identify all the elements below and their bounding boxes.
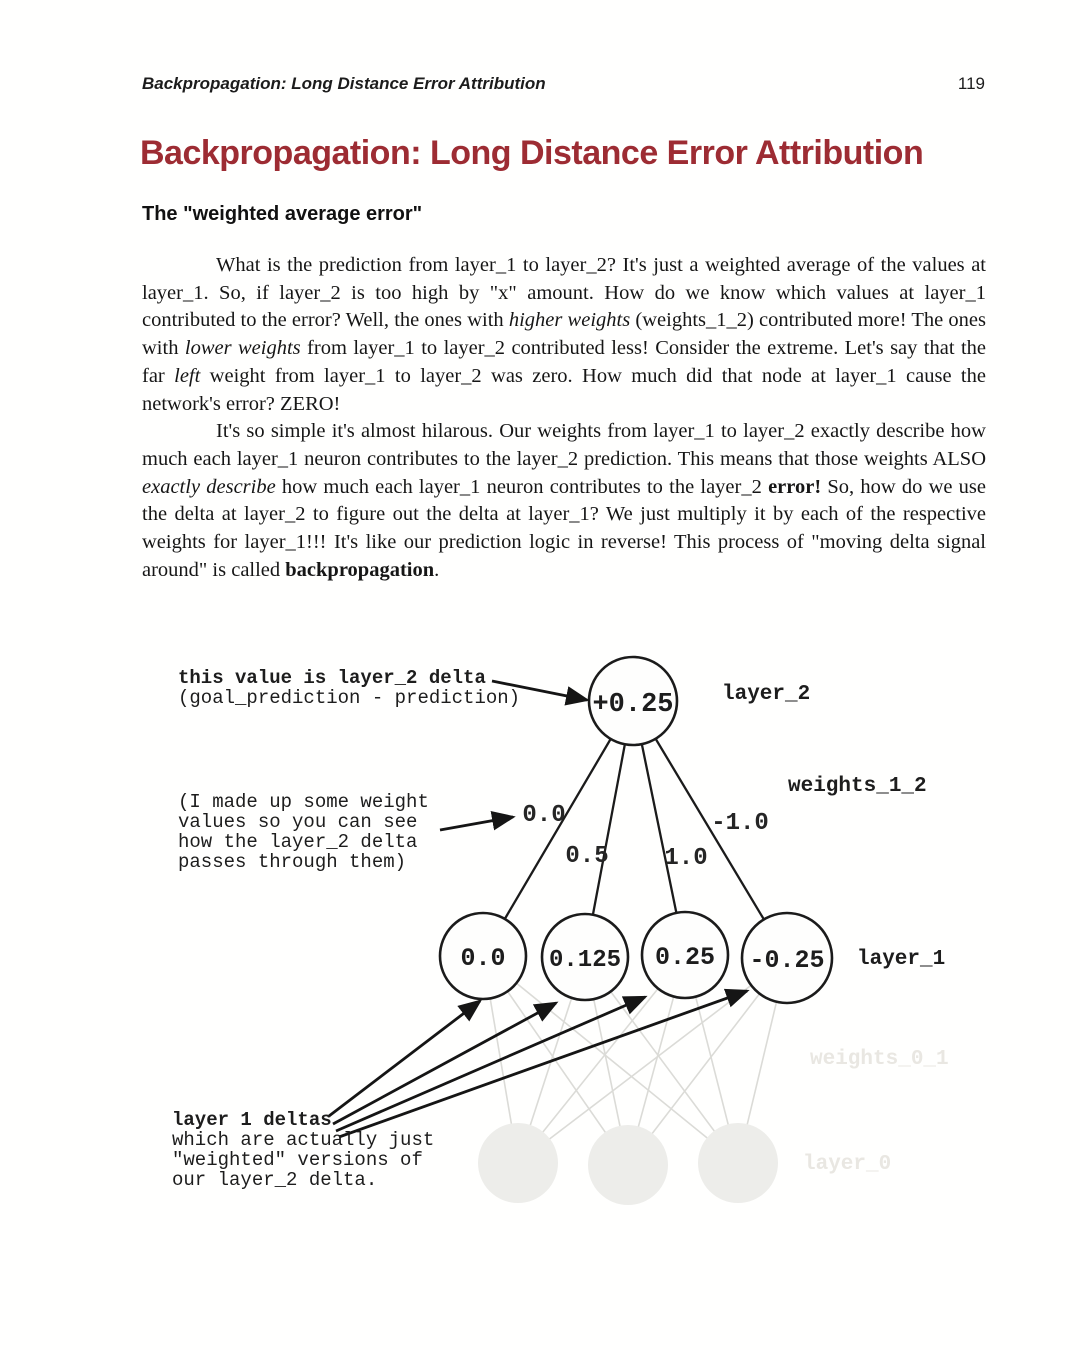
layer1-node-value: 0.25 <box>654 943 716 972</box>
annotation-line: (goal_prediction - prediction) <box>178 687 521 709</box>
weight-value: 0.0 <box>522 802 566 829</box>
annotation-arrows <box>329 681 747 1137</box>
layer1-deltas-annotation <box>172 1110 434 1190</box>
weight-value: -1.0 <box>711 810 769 837</box>
annotation-line: "weighted" versions of <box>172 1149 423 1171</box>
made-up-weights-annotation <box>178 792 429 872</box>
weights-0-1-label-faded: weights_0_1 <box>810 1048 949 1071</box>
annotation-line: which are actually just <box>172 1129 435 1151</box>
paragraph-1: What is the prediction from layer_1 to layer_2? It's just a weighted average of the values at layer_1. So, if layer_2 is too high by "x" amount. How do we know which values at layer_1 contributed to the error? Well, the ones with higher weights (weights_1_2) contributed more! The ones with lower weights from layer_1 to layer_2 contributed less! Consider the extreme. Let's say that the far left weight from layer_1 to layer_2 was zero. How much did that node at layer_1 cause the network's error? ZERO! <box>142 254 987 415</box>
annotation-line: values so you can see <box>178 811 418 833</box>
layer1-label: layer_1 <box>857 948 946 971</box>
paragraph-2: It's so simple it's almost hilarous. Our weights from layer_1 to layer_2 exactly describe how much each layer_1 neuron contributes to the layer_2 prediction. This means that those weights ALSO exactly describe how much each layer_1 neuron contributes to the layer_2 error! So, how do we use the delta at layer_2 to figure out the delta at layer_1? We just multiply it by each of the respective weights for layer_1!!! It's like our prediction logic in reverse! This process of "moving delta signal around" is called backpropagation. <box>142 420 986 581</box>
annotation-line: passes through them) <box>178 851 407 873</box>
annotation-line: our layer_2 delta. <box>172 1169 378 1191</box>
running-header-title: Backpropagation: Long Distance Error Attribution <box>142 74 546 93</box>
section-heading: The "weighted average error" <box>142 203 423 225</box>
weight-value: 1.0 <box>664 845 708 872</box>
weight-value: 0.5 <box>565 843 609 870</box>
layer1-node-value: -0.25 <box>749 946 825 975</box>
layer2-node-value: +0.25 <box>592 690 674 720</box>
page-title: Backpropagation: Long Distance Error Attribution <box>140 134 924 172</box>
layer1-node-value: 0.125 <box>548 947 622 974</box>
weights-1-2-label: weights_1_2 <box>788 775 927 798</box>
annotation-title: layer 1 deltas <box>172 1109 332 1131</box>
annotation-line: (I made up some weight <box>178 791 429 813</box>
layer0-label-faded: layer_0 <box>803 1153 892 1176</box>
layer2-delta-annotation <box>178 668 520 708</box>
layer1-node-value: 0.0 <box>460 944 506 973</box>
layer0-nodes <box>478 1123 778 1205</box>
page-number: 119 <box>957 74 985 93</box>
annotation-line: this value is layer_2 delta <box>178 667 486 689</box>
annotation-line: how the layer_2 delta <box>178 831 418 853</box>
layer2-label: layer_2 <box>722 683 811 706</box>
